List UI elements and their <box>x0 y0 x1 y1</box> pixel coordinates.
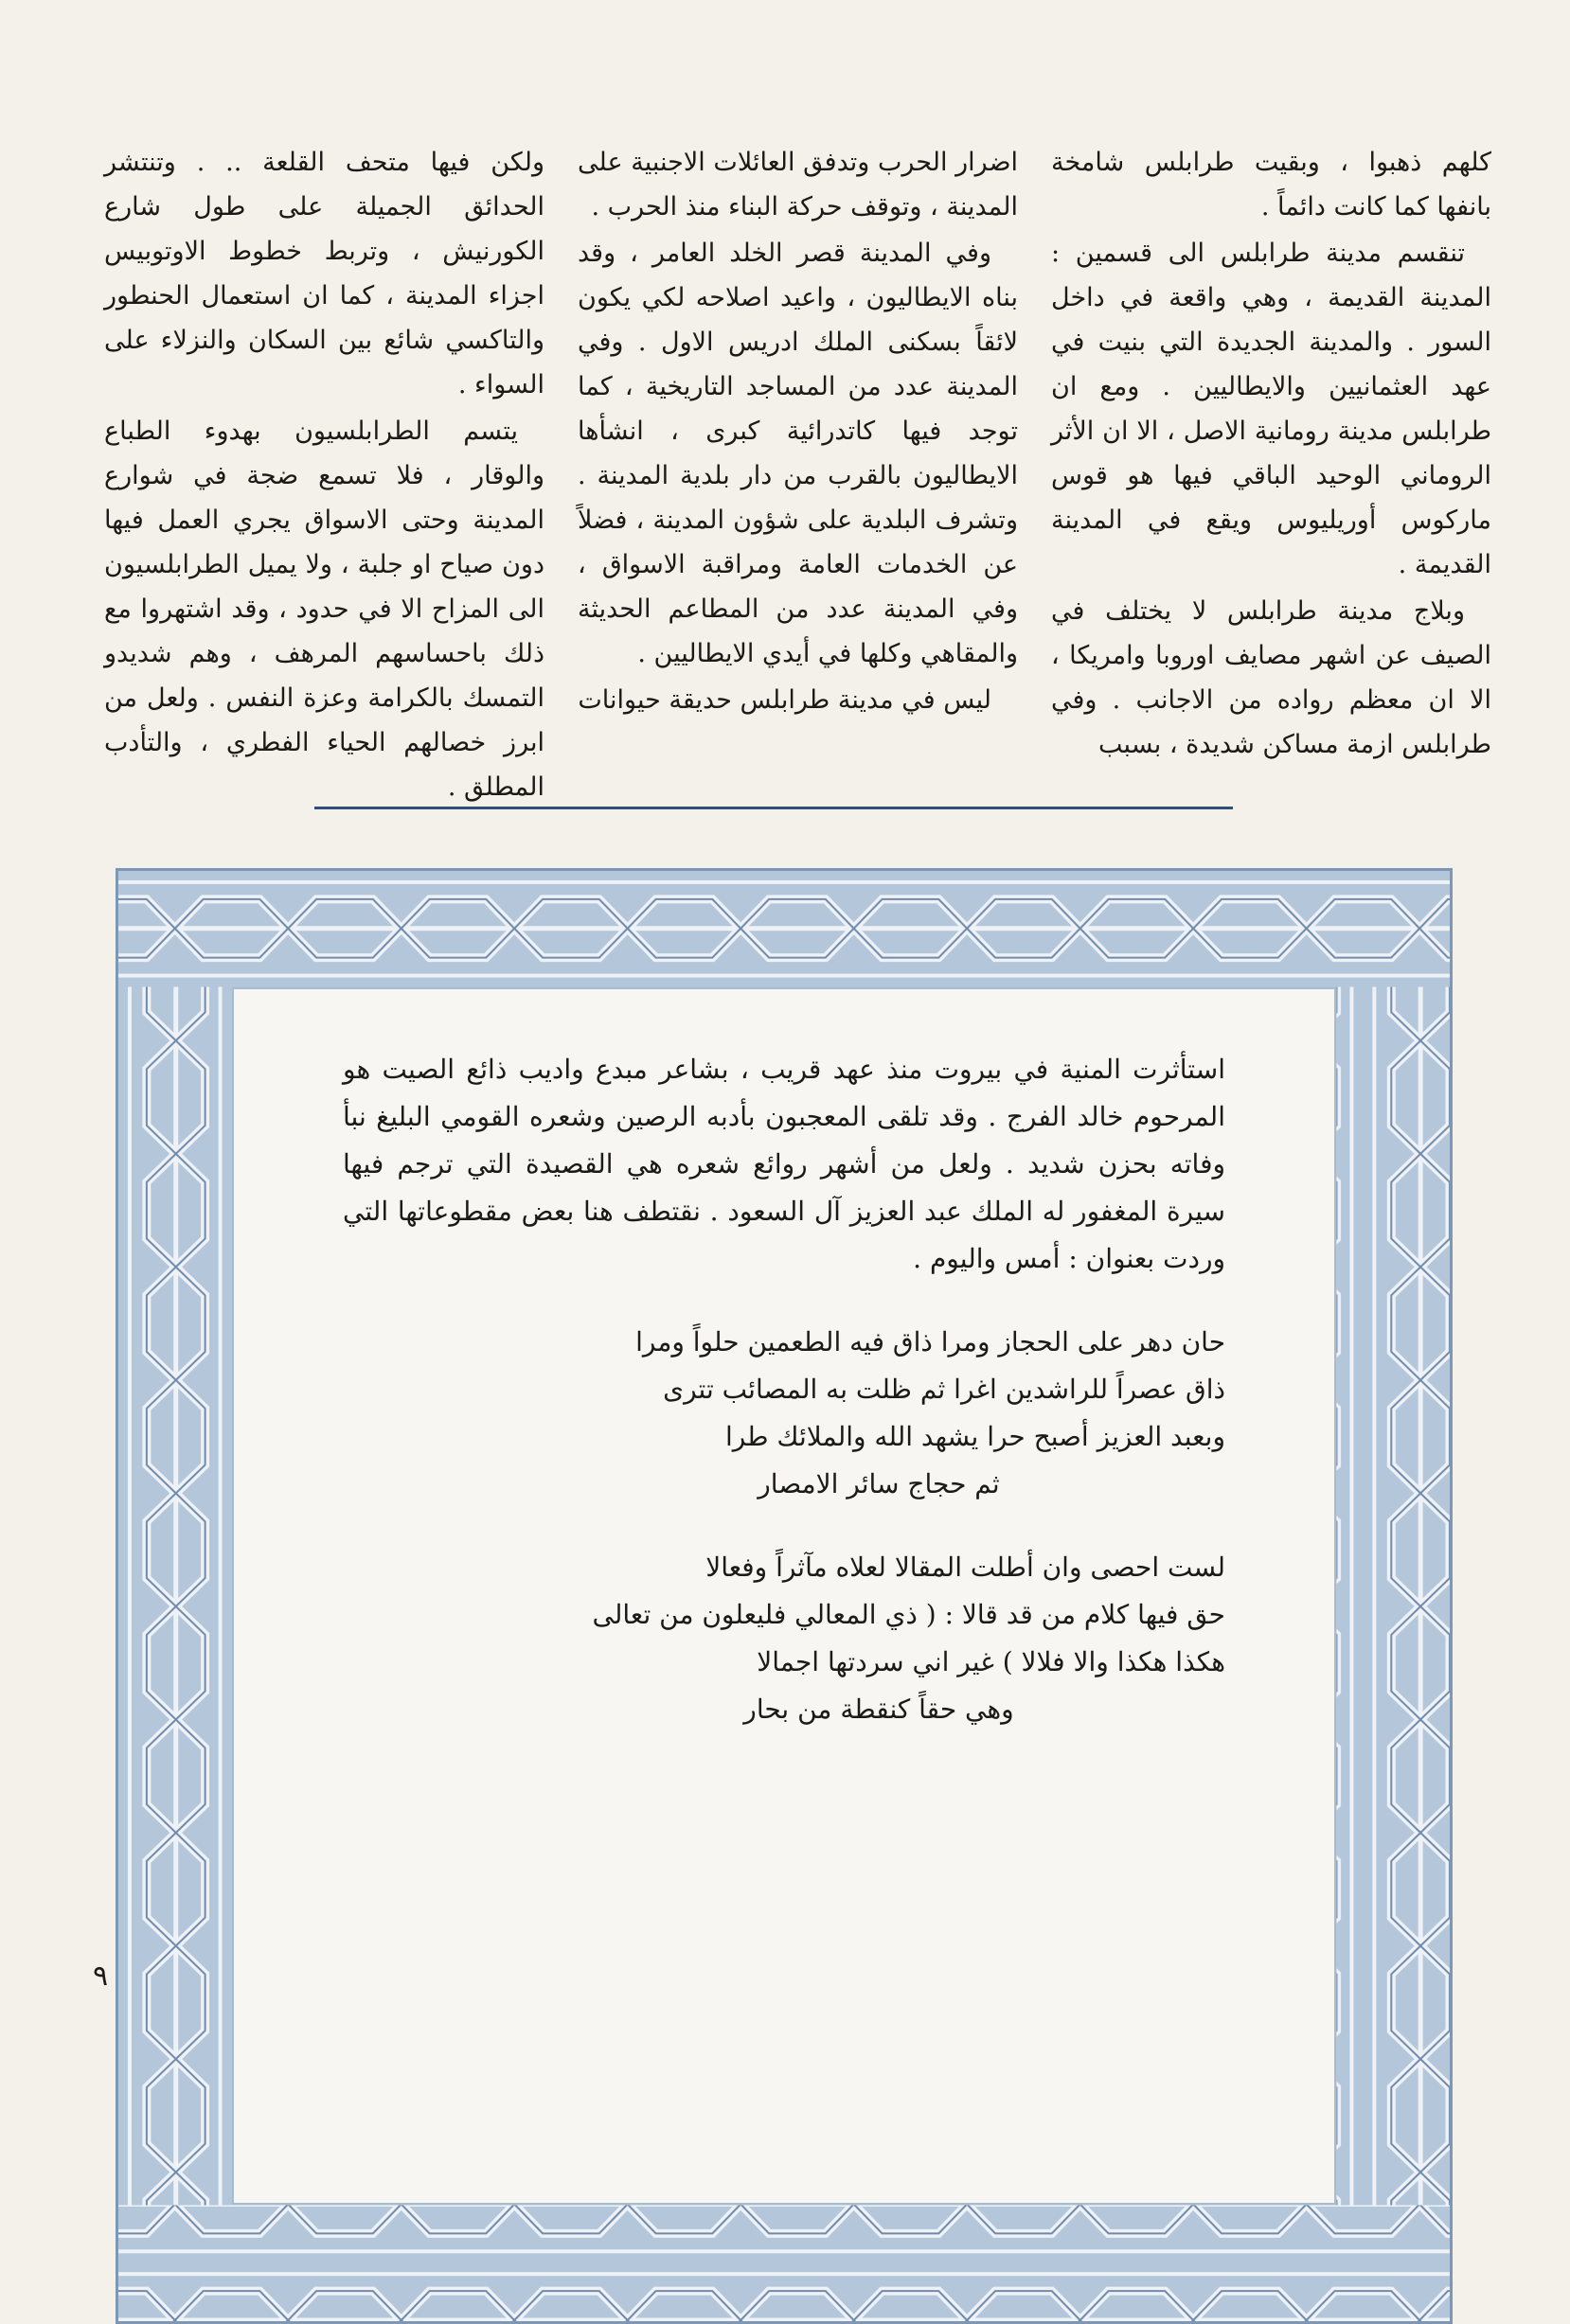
verse-line: وهي حقاً كنقطة من بحار <box>743 1694 1014 1725</box>
page-number: ٩ <box>93 1960 109 1993</box>
poem-intro <box>343 1046 1225 1283</box>
intro-paragraph: استأثرت المنية في بيروت منذ عهد قريب ، بشاعر مبدع واديب ذائع الصيت هو المرحوم خالد الفرج . وقد تلقى المعجبون بأدبه الرصين وشعره القومي البليغ نبأ وفاته بحزن شديد . ولعل من أشهر روائع شعره هي القصيدة التي ترجم فيها سيرة المغفور له الملك عبد العزيز آل السعود . نقتطف هنا بعض مقطوعاتها التي وردت بعنوان : أمس واليوم . <box>343 1054 1225 1274</box>
paragraph: يتسم الطرابلسيون بهدوء الطباع والوقار ، فلا تسمع ضجة في شوارع المدينة وحتى الاسواق يجري العمل فيها دون صياح او جلبة ، ولا يميل الطرابلسيون الى المزاح الا في حدود ، وقد اشتهروا مع ذلك باحساسهم المرهف ، وهم شديدو التمسك بالكرامة وعزة النفس . ولعل من ابرز خصالهم الحياء الفطري ، والتأدب المطلق . <box>104 417 544 802</box>
paragraph: وفي المدينة قصر الخلد العامر ، وقد بناه الايطاليون ، واعيد اصلاحه لكي يكون لائقاً بسكنى الملك ادريس الاول . وفي المدينة عدد من المساجد التاريخية ، كما توجد فيها كاتدرائية كبرى ، انشأها الايطاليون بالقرب من دار بلدية المدينة . وتشرف البلدية على شؤون المدينة ، فضلاً عن الخدمات العامة ومراقبة الاسواق ، وفي المدينة عدد من المطاعم الحديثة والمقاهي وكلها في أيدي الايطاليين . <box>578 239 1018 668</box>
paragraph: وبلاج مدينة طرابلس لا يختلف في الصيف عن اشهر مصايف اوروبا وامريكا ، الا ان معظم رواده من الاجانب . وفي طرابلس ازمة مساكن شديدة ، بسبب <box>1051 596 1491 759</box>
decorative-frame <box>116 868 1453 2324</box>
poem-box <box>232 987 1336 2205</box>
column-left <box>104 140 544 802</box>
verse-line: حق فيها كلام من قد قالا : ( ذي المعالي فليعلون من تعالى <box>592 1599 1225 1630</box>
verse-line: ذاق عصراً للراشدين اغرا ثم ظلت به المصائب تترى <box>663 1374 1225 1405</box>
section-divider <box>314 807 1233 809</box>
column-right <box>1051 140 1491 793</box>
stanza-1 <box>343 1319 1225 1508</box>
verse-line: وبعبد العزيز أصبح حرا يشهد الله والملائك طرا <box>725 1421 1225 1452</box>
stanza-2 <box>343 1544 1225 1733</box>
paragraph: اضرار الحرب وتدفق العائلات الاجنبية على المدينة ، وتوقف حركة البناء منذ الحرب . <box>578 148 1018 222</box>
column-middle <box>578 140 1018 793</box>
paragraph: كلهم ذهبوا ، وبقيت طرابلس شامخة بانفها كما كانت دائماً . <box>1051 148 1491 222</box>
paragraph: ليس في مدينة طرابلس حديقة حيوانات <box>578 685 991 715</box>
article-columns <box>104 140 1491 802</box>
verse-line: هكذا هكذا والا فلالا ) غير اني سردتها اجمالا <box>757 1646 1225 1677</box>
poem <box>343 1319 1225 1733</box>
paragraph: تنقسم مدينة طرابلس الى قسمين : المدينة القديمة ، وهي واقعة في داخل السور . والمدينة الجديدة التي بنيت في عهد العثمانيين والايطاليين . ومع ان طرابلس مدينة رومانية الاصل ، الا ان الأثر الروماني الوحيد الباقي فيها هو قوس ماركوس أوريليوس ويقع في المدينة القديمة . <box>1051 239 1491 579</box>
verse-line: حان دهر على الحجاز ومرا ذاق فيه الطعمين حلواً ومرا <box>635 1326 1225 1357</box>
verse-line: لست احصى وان أطلت المقالا لعلاه مآثراً وفعالا <box>705 1552 1225 1583</box>
verse-line: ثم حجاج سائر الامصار <box>758 1468 1000 1499</box>
poem-box-text <box>343 1046 1225 1733</box>
paragraph: ولكن فيها متحف القلعة .. . وتنتشر الحدائق الجميلة على طول شارع الكورنيش ، وتربط خطوط الاوتوبيس اجزاء المدينة ، كما ان استعمال الحنطور والتاكسي شائع بين السكان والنزلاء على السواء . <box>104 148 544 399</box>
